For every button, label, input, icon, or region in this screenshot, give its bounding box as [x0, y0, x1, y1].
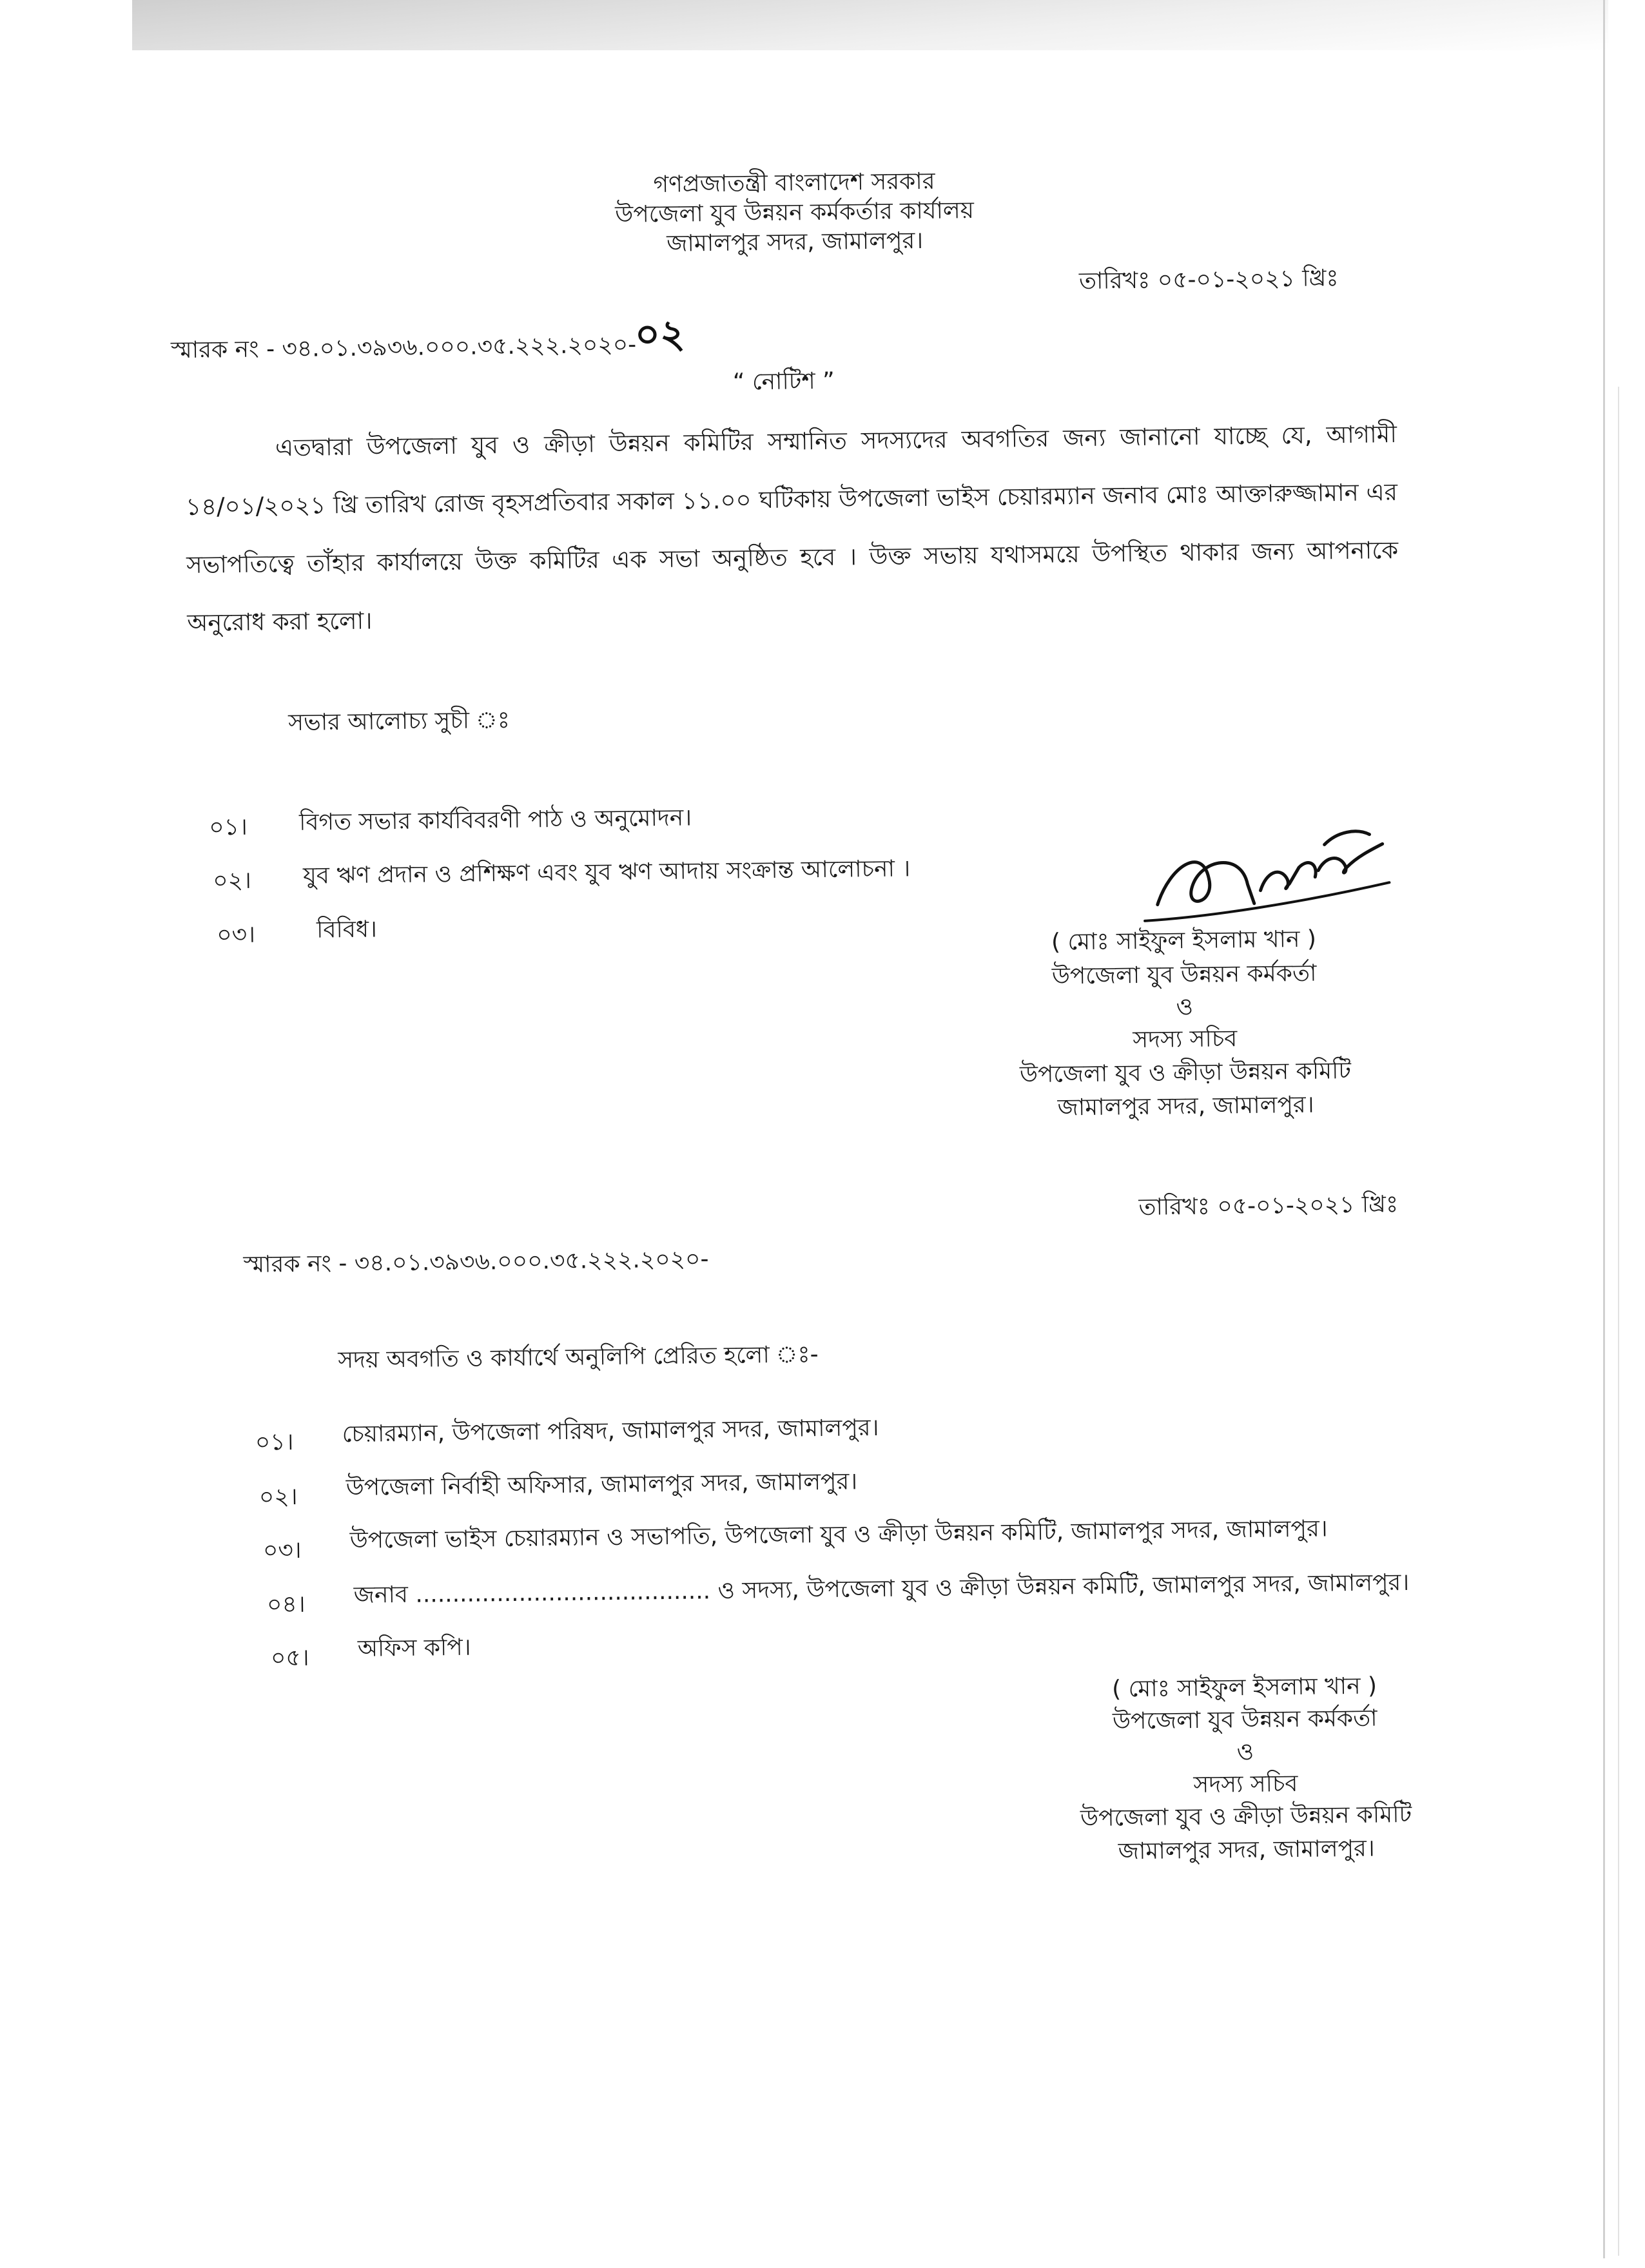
signatory-role: সদস্য সচিব — [1193, 1770, 1298, 1799]
notice-title: “ নোটিশ ” — [732, 367, 835, 396]
memo-handwritten-number: ০২ — [634, 311, 686, 358]
signatory-place: জামালপুর সদর, জামালপুর। — [1118, 1835, 1375, 1865]
agenda-item: বিবিধ। — [316, 916, 378, 944]
agenda-number: ০৩। — [217, 921, 256, 949]
recipient-item: চেয়ারম্যান, উপজেলা পরিষদ, জামালপুর সদর, জামালপুর। — [342, 1414, 879, 1448]
recipient-item: উপজেলা ভাইস চেয়ারম্যান ও সভাপতি, উপজেলা যুব ও ক্রীড়া উন্নয়ন কমিটি, জামালপুর সদর, জামালপুর। — [349, 1515, 1328, 1555]
recipient-number: ০৪। — [266, 1591, 306, 1618]
signatory-name: ( মোঃ সাইফুল ইসলাম খান ) — [1111, 1672, 1377, 1703]
signatory-and: ও — [1236, 1738, 1254, 1766]
recipient-number: ০১। — [255, 1429, 294, 1456]
signatory-designation: উপজেলা যুব উন্নয়ন কর্মকর্তা — [1051, 960, 1317, 990]
recipient-item: জনাব ........................................ ও সদস্য, উপজেলা যুব ও ক্রীড়া উন্নয়ন কমিটি, জামালপুর সদর, জামালপুর। — [353, 1569, 1410, 1609]
agenda-item: যুব ঋণ প্রদান ও প্রশিক্ষণ এবং যুব ঋণ আদায় সংক্রান্ত আলোচনা । — [302, 855, 911, 889]
agenda-number: ০২। — [212, 867, 252, 895]
signature-mark — [1131, 805, 1403, 937]
recipient-number: ০৫। — [270, 1644, 309, 1672]
recipient-number: ০৩। — [262, 1536, 302, 1564]
copy-memo-number: স্মারক নং - ৩৪.০১.৩৯৩৬.০০০.৩৫.২২২.২০২০- — [243, 1246, 709, 1278]
notice-body: এতদ্বারা উপজেলা যুব ও ক্রীড়া উন্নয়ন কমিটির সম্মানিত সদস্যদের অবগতির জন্য জানানো যাচ্ছে যে, আগামী ১৪/০১/২০২১ খ্রি তারিখ রোজ বৃহসপ্রতিবার সকাল ১১.০০ ঘটিকায় উপজেলা ভাইস চেয়ারম্যান জনাব মোঃ আক্তারুজ্জামান এর সভাপতিত্বে তাঁহার কার্যালয়ে উক্ত কমিটির এক সভা অনুষ্ঠিত হবে । উক্ত সভায় যথাসময়ে উপস্থিত থাকার জন্য আপনাকে অনুরোধ করা হলো। — [185, 420, 1399, 637]
recipient-item: উপজেলা নির্বাহী অফিসার, জামালপুর সদর, জামালপুর। — [346, 1468, 858, 1502]
signatory-committee: উপজেলা যুব ও ক্রীড়া উন্নয়ন কমিটি — [1080, 1801, 1412, 1832]
agenda-title: সভার আলোচ্য সুচী ঃ — [287, 706, 511, 737]
notice-memo-number: স্মারক নং - ৩৪.০১.৩৯৩৬.০০০.৩৫.২২২.২০২০- — [170, 331, 637, 364]
signatory-place: জামালপুর সদর, জামালপুর। — [1057, 1091, 1314, 1121]
header-govt: গণপ্রজাতন্ত্রী বাংলাদেশ সরকার — [653, 168, 935, 199]
recipient-number: ০২। — [258, 1483, 298, 1511]
copy-intro: সদয় অবগতি ও কার্যার্থে অনুলিপি প্রেরিত হলো ঃ- — [338, 1341, 819, 1374]
recipient-item: অফিস কপি। — [357, 1634, 471, 1662]
signatory-committee: উপজেলা যুব ও ক্রীড়া উন্নয়ন কমিটি — [1019, 1057, 1352, 1089]
signatory-and: ও — [1176, 993, 1194, 1021]
agenda-number: ০১। — [208, 813, 248, 841]
signatory-designation: উপজেলা যুব উন্নয়ন কর্মকর্তা — [1112, 1705, 1377, 1735]
signatory-name: ( মোঃ সাইফুল ইসলাম খান ) — [1051, 926, 1317, 956]
signatory-role: সদস্য সচিব — [1133, 1025, 1238, 1054]
notice-date: তারিখঃ ০৫-০১-২০২১ খ্রিঃ — [1078, 265, 1339, 295]
copy-date: তারিখঃ ০৫-০১-২০২১ খ্রিঃ — [1138, 1191, 1399, 1221]
header-address: জামালপুর সদর, জামালপুর। — [666, 227, 924, 257]
agenda-item: বিগত সভার কার্যবিবরণী পাঠ ও অনুমোদন। — [298, 804, 692, 836]
header-office: উপজেলা যুব উন্নয়ন কর্মকর্তার কার্যালয় — [615, 197, 975, 228]
